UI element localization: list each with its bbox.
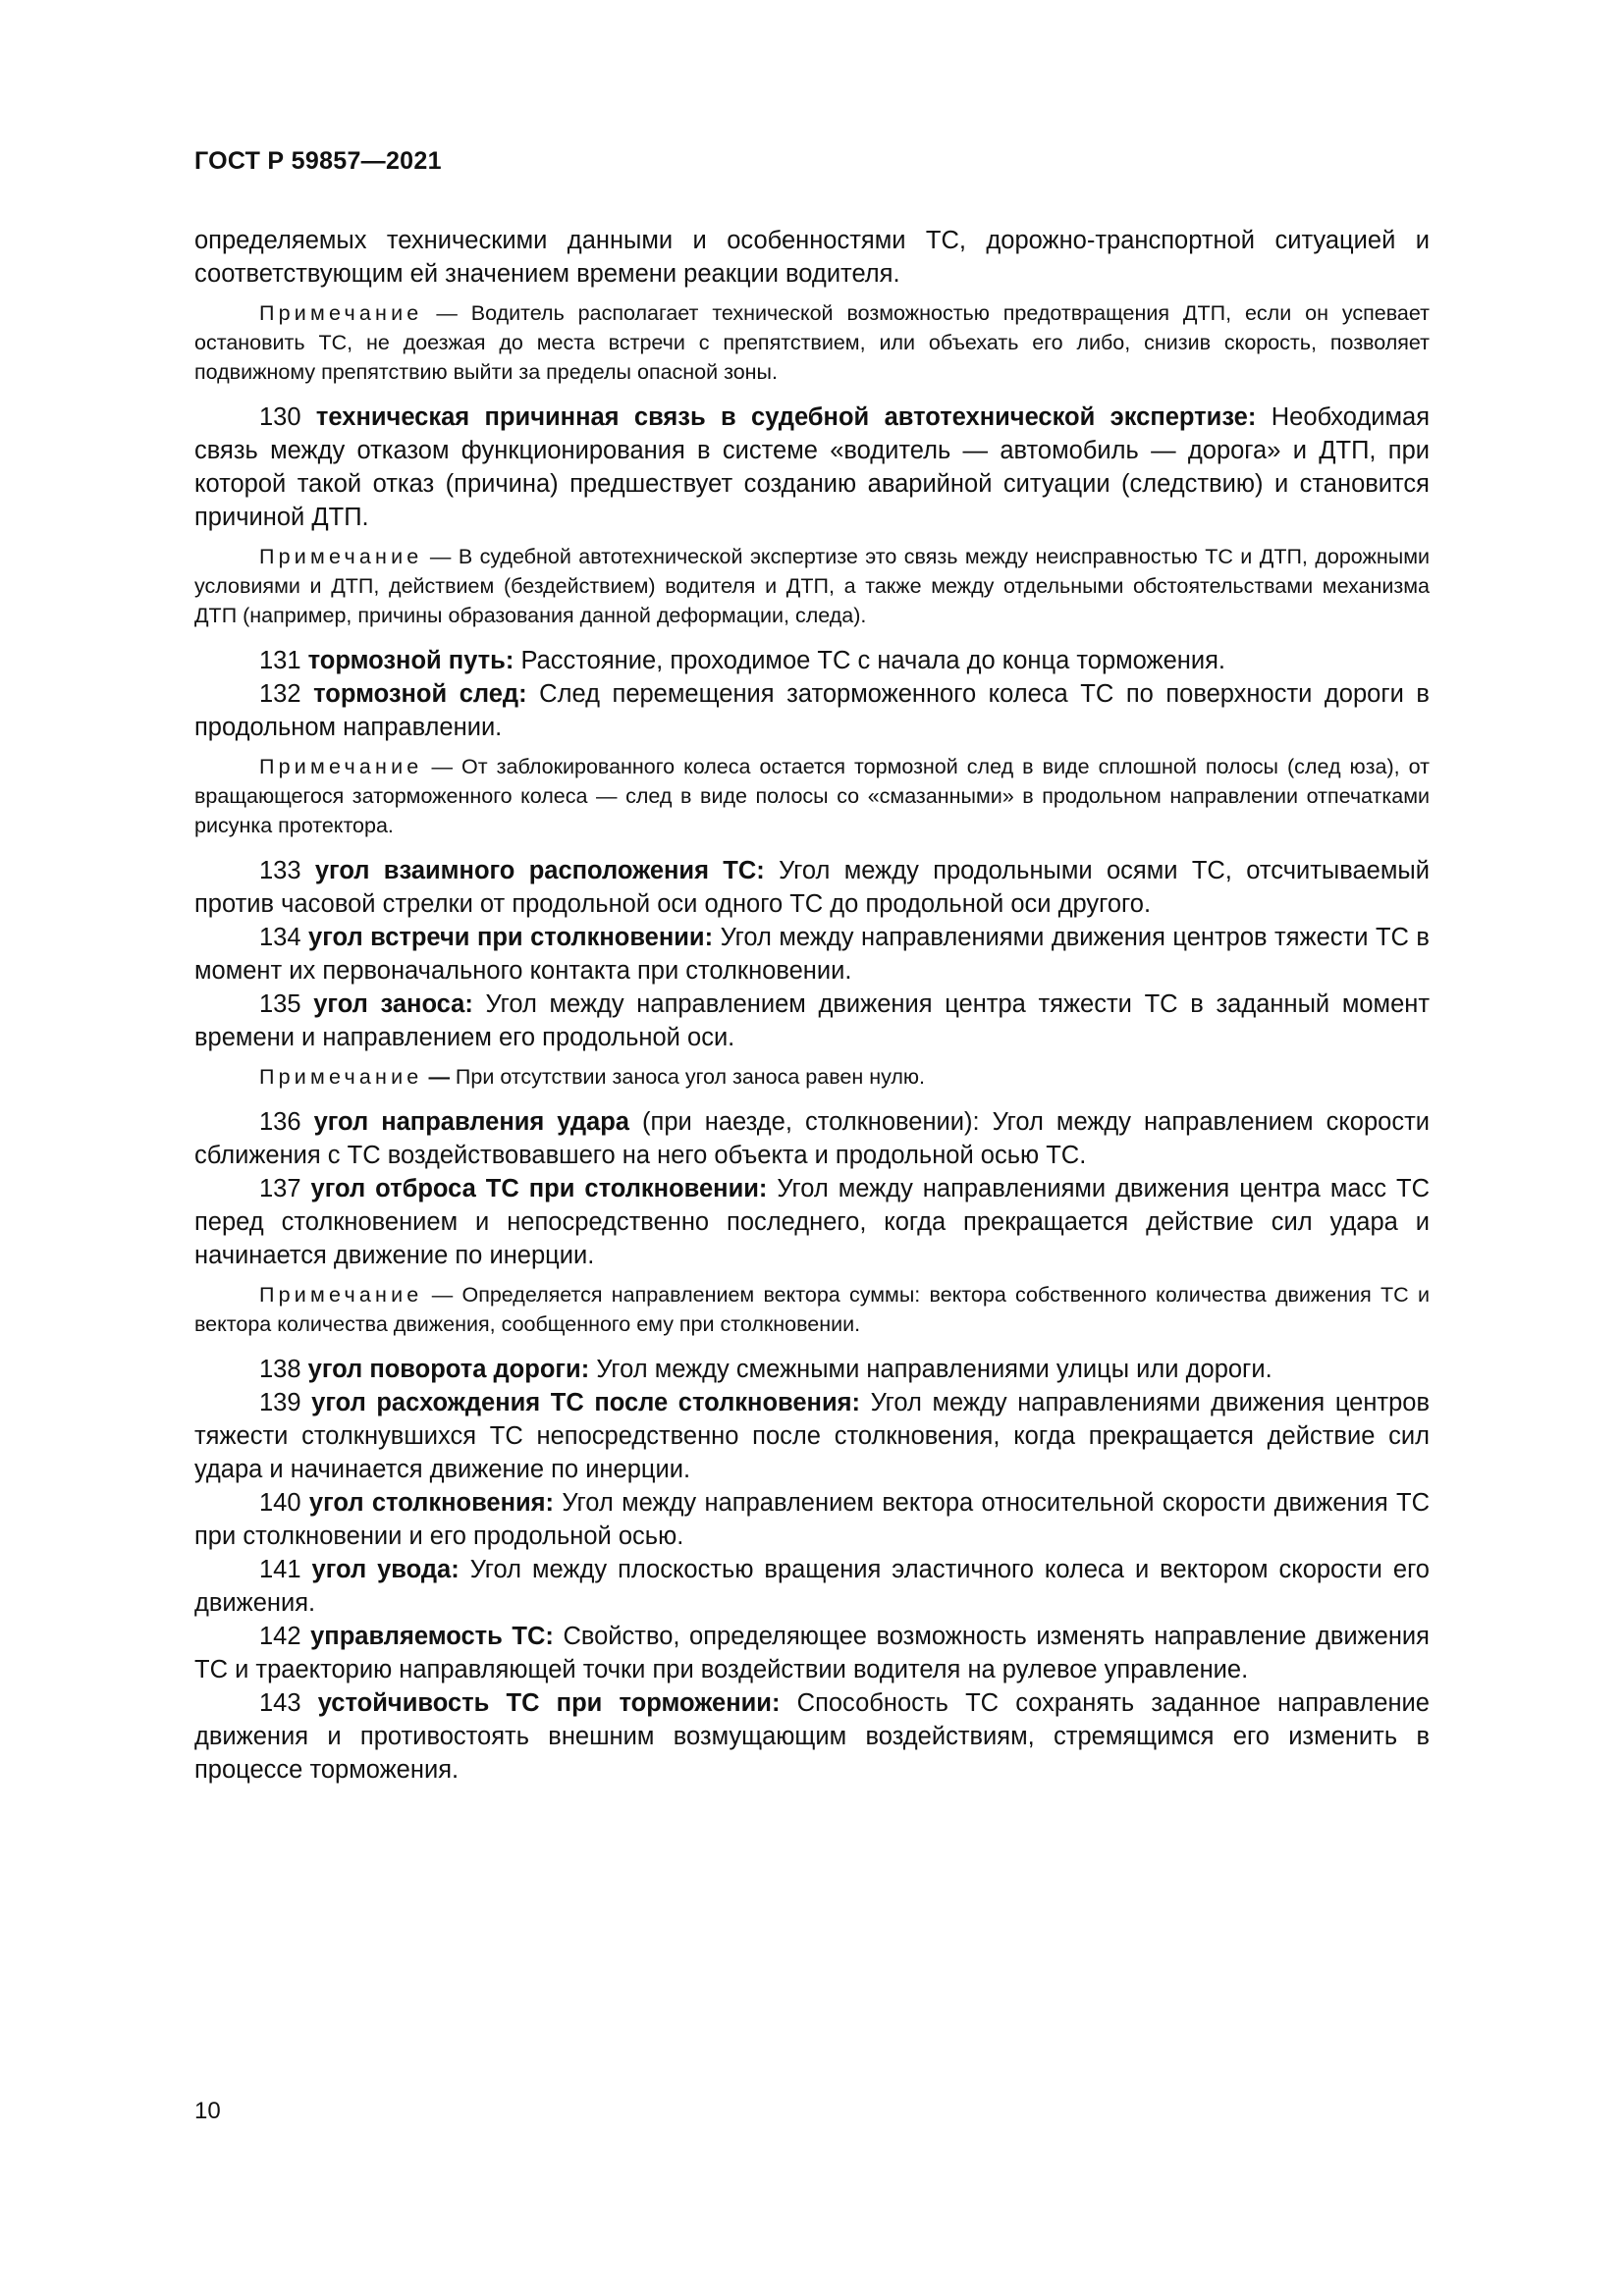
term-name: устойчивость ТС при торможении:	[317, 1689, 781, 1717]
document-code-header: ГОСТ Р 59857—2021	[194, 147, 442, 175]
note-dash: —	[428, 1065, 450, 1089]
note-text: — В судебной автотехнической экспертизе это связь между неисправностью ТС и ДТП, дорожными условиями и ДТП, действием (бездействием) водителя и ДТП, а также между отдельными обстоятельствами механизма ДТП (например, причины образования данной деформации, следа).	[194, 545, 1430, 627]
term-number: 139	[259, 1389, 301, 1416]
term-number: 135	[259, 990, 301, 1018]
term-definition: (при наезде, столкновении): Угол между направлением скорости сближения с ТС воздействовавшего на него объекта и продольной осью ТС.	[194, 1108, 1430, 1169]
term-number: 141	[259, 1556, 301, 1583]
term-name: угол столкновения:	[308, 1489, 555, 1517]
term-number: 132	[259, 680, 301, 708]
term-name: угол взаимного расположения ТС:	[314, 857, 765, 884]
term-definition: Угол между направлением вектора относительной скорости движения ТС при столкновении и его продольной осью.	[194, 1489, 1431, 1550]
note-135	[194, 1062, 1430, 1092]
term-definition: Угол между смежными направлениями улицы или дороги.	[596, 1356, 1272, 1383]
term-name: управляемость ТС:	[310, 1623, 554, 1650]
note-text: — Определяется направлением вектора суммы: вектора собственного количества движения ТС и вектора количества движения, сообщенного ему при столкновении.	[194, 1283, 1430, 1336]
page-number: 10	[194, 2098, 221, 2124]
term-name: тормозной путь:	[307, 647, 514, 674]
term-entry-138	[194, 1353, 1430, 1386]
term-name: угол расхождения ТС после столкновения:	[311, 1389, 860, 1416]
term-number: 140	[259, 1489, 301, 1517]
term-name: угол заноса:	[313, 990, 473, 1018]
note-label: Примечание	[259, 301, 423, 325]
term-entry-137	[194, 1172, 1430, 1272]
note-text: — Водитель располагает технической возможностью предотвращения ДТП, если он успевает остановить ТС, не доезжая до места встречи с препятствием, или объехать его либо, снизив скорость, позволяет подвижному препятствию выйти за пределы опасной зоны.	[194, 301, 1430, 384]
term-entry-131	[194, 644, 1430, 677]
note-label: Примечание	[259, 1283, 423, 1307]
term-name: угол поворота дороги:	[307, 1356, 590, 1383]
term-definition: Угол между плоскостью вращения эластичного колеса и вектором скорости его движения.	[194, 1556, 1430, 1617]
term-number: 130	[259, 403, 301, 431]
note-137	[194, 1280, 1430, 1339]
note-text: При отсутствии заноса угол заноса равен нулю.	[455, 1065, 925, 1089]
note-label: Примечание	[259, 755, 423, 778]
term-entry-132	[194, 677, 1430, 744]
note-132	[194, 752, 1430, 840]
term-definition: Способность ТС сохранять заданное направление движения и противостоять внешним возмущающим воздействиям, стремящимся его изменить в процессе торможения.	[194, 1689, 1430, 1784]
term-number: 134	[259, 924, 301, 951]
term-definition: Необходимая связь между отказом функционирования в системе «водитель — автомобиль — дорога» и ДТП, при которой такой отказ (причина) предшествует созданию аварийной ситуации (следствию) и становится причиной ДТП.	[194, 403, 1431, 531]
term-name: угол направления удара	[313, 1108, 629, 1136]
note-label: Примечание	[259, 545, 423, 568]
term-number: 133	[259, 857, 301, 884]
term-definition: Угол между направлениями движения центра масс ТС перед столкновением и непосредственно последнего, когда прекращается действие сил удара и начинается движение по инерции.	[194, 1175, 1431, 1269]
term-name: угол увода:	[311, 1556, 460, 1583]
term-definition: След перемещения заторможенного колеса ТС по поверхности дороги в продольном направлении.	[194, 680, 1430, 741]
term-definition: Угол между продольными осями ТС, отсчитываемый против часовой стрелки от продольной оси одного ТС до продольной оси другого.	[194, 857, 1430, 918]
term-number: 136	[259, 1108, 301, 1136]
note-text: — От заблокированного колеса остается тормозной след в виде сплошной полосы (след юза), от вращающегося заторможенного колеса — след в виде полосы со «смазанными» в продольном направлении отпечатками рисунка протектора.	[194, 755, 1430, 837]
note-label: Примечание	[259, 1065, 423, 1089]
term-name: техническая причинная связь в судебной автотехнической экспертизе:	[315, 403, 1257, 431]
term-entry-143	[194, 1686, 1430, 1787]
term-entry-130	[194, 400, 1430, 534]
term-number: 138	[259, 1356, 301, 1383]
term-name: угол отброса ТС при столкновении:	[310, 1175, 768, 1202]
term-name: тормозной след:	[313, 680, 527, 708]
term-definition: Угол между направлением движения центра тяжести ТС в заданный момент времени и направлением его продольной оси.	[194, 990, 1431, 1051]
term-entry-135	[194, 988, 1430, 1054]
term-entry-140	[194, 1486, 1430, 1553]
term-entry-139	[194, 1386, 1430, 1486]
continuation-paragraph: определяемых техническими данными и особенностями ТС, дорожно-транспортной ситуацией и соответствующим ей значением времени реакции водителя.	[194, 227, 1430, 288]
note-130	[194, 542, 1430, 630]
term-definition: Угол между направлениями движения центров тяжести ТС в момент их первоначального контакта при столкновении.	[194, 924, 1430, 985]
term-number: 143	[259, 1689, 301, 1717]
term-definition: Угол между направлениями движения центров тяжести столкнувшихся ТС непосредственно после столкновения, когда прекращается действие сил удара и начинается движение по инерции.	[194, 1389, 1430, 1483]
term-entry-142	[194, 1620, 1430, 1686]
term-name: угол встречи при столкновении:	[308, 924, 714, 951]
term-number: 131	[259, 647, 301, 674]
document-body	[194, 224, 1430, 1787]
term-entry-141	[194, 1553, 1430, 1620]
term-number: 142	[259, 1623, 301, 1650]
note-1	[194, 298, 1430, 387]
term-definition: Свойство, определяющее возможность изменять направление движения ТС и траекторию направляющей точки при воздействии водителя на рулевое управление.	[194, 1623, 1430, 1683]
term-definition: Расстояние, проходимое ТС с начала до конца торможения.	[520, 647, 1226, 674]
term-entry-136	[194, 1105, 1430, 1172]
term-entry-133	[194, 854, 1430, 921]
term-entry-134	[194, 921, 1430, 988]
term-number: 137	[259, 1175, 301, 1202]
